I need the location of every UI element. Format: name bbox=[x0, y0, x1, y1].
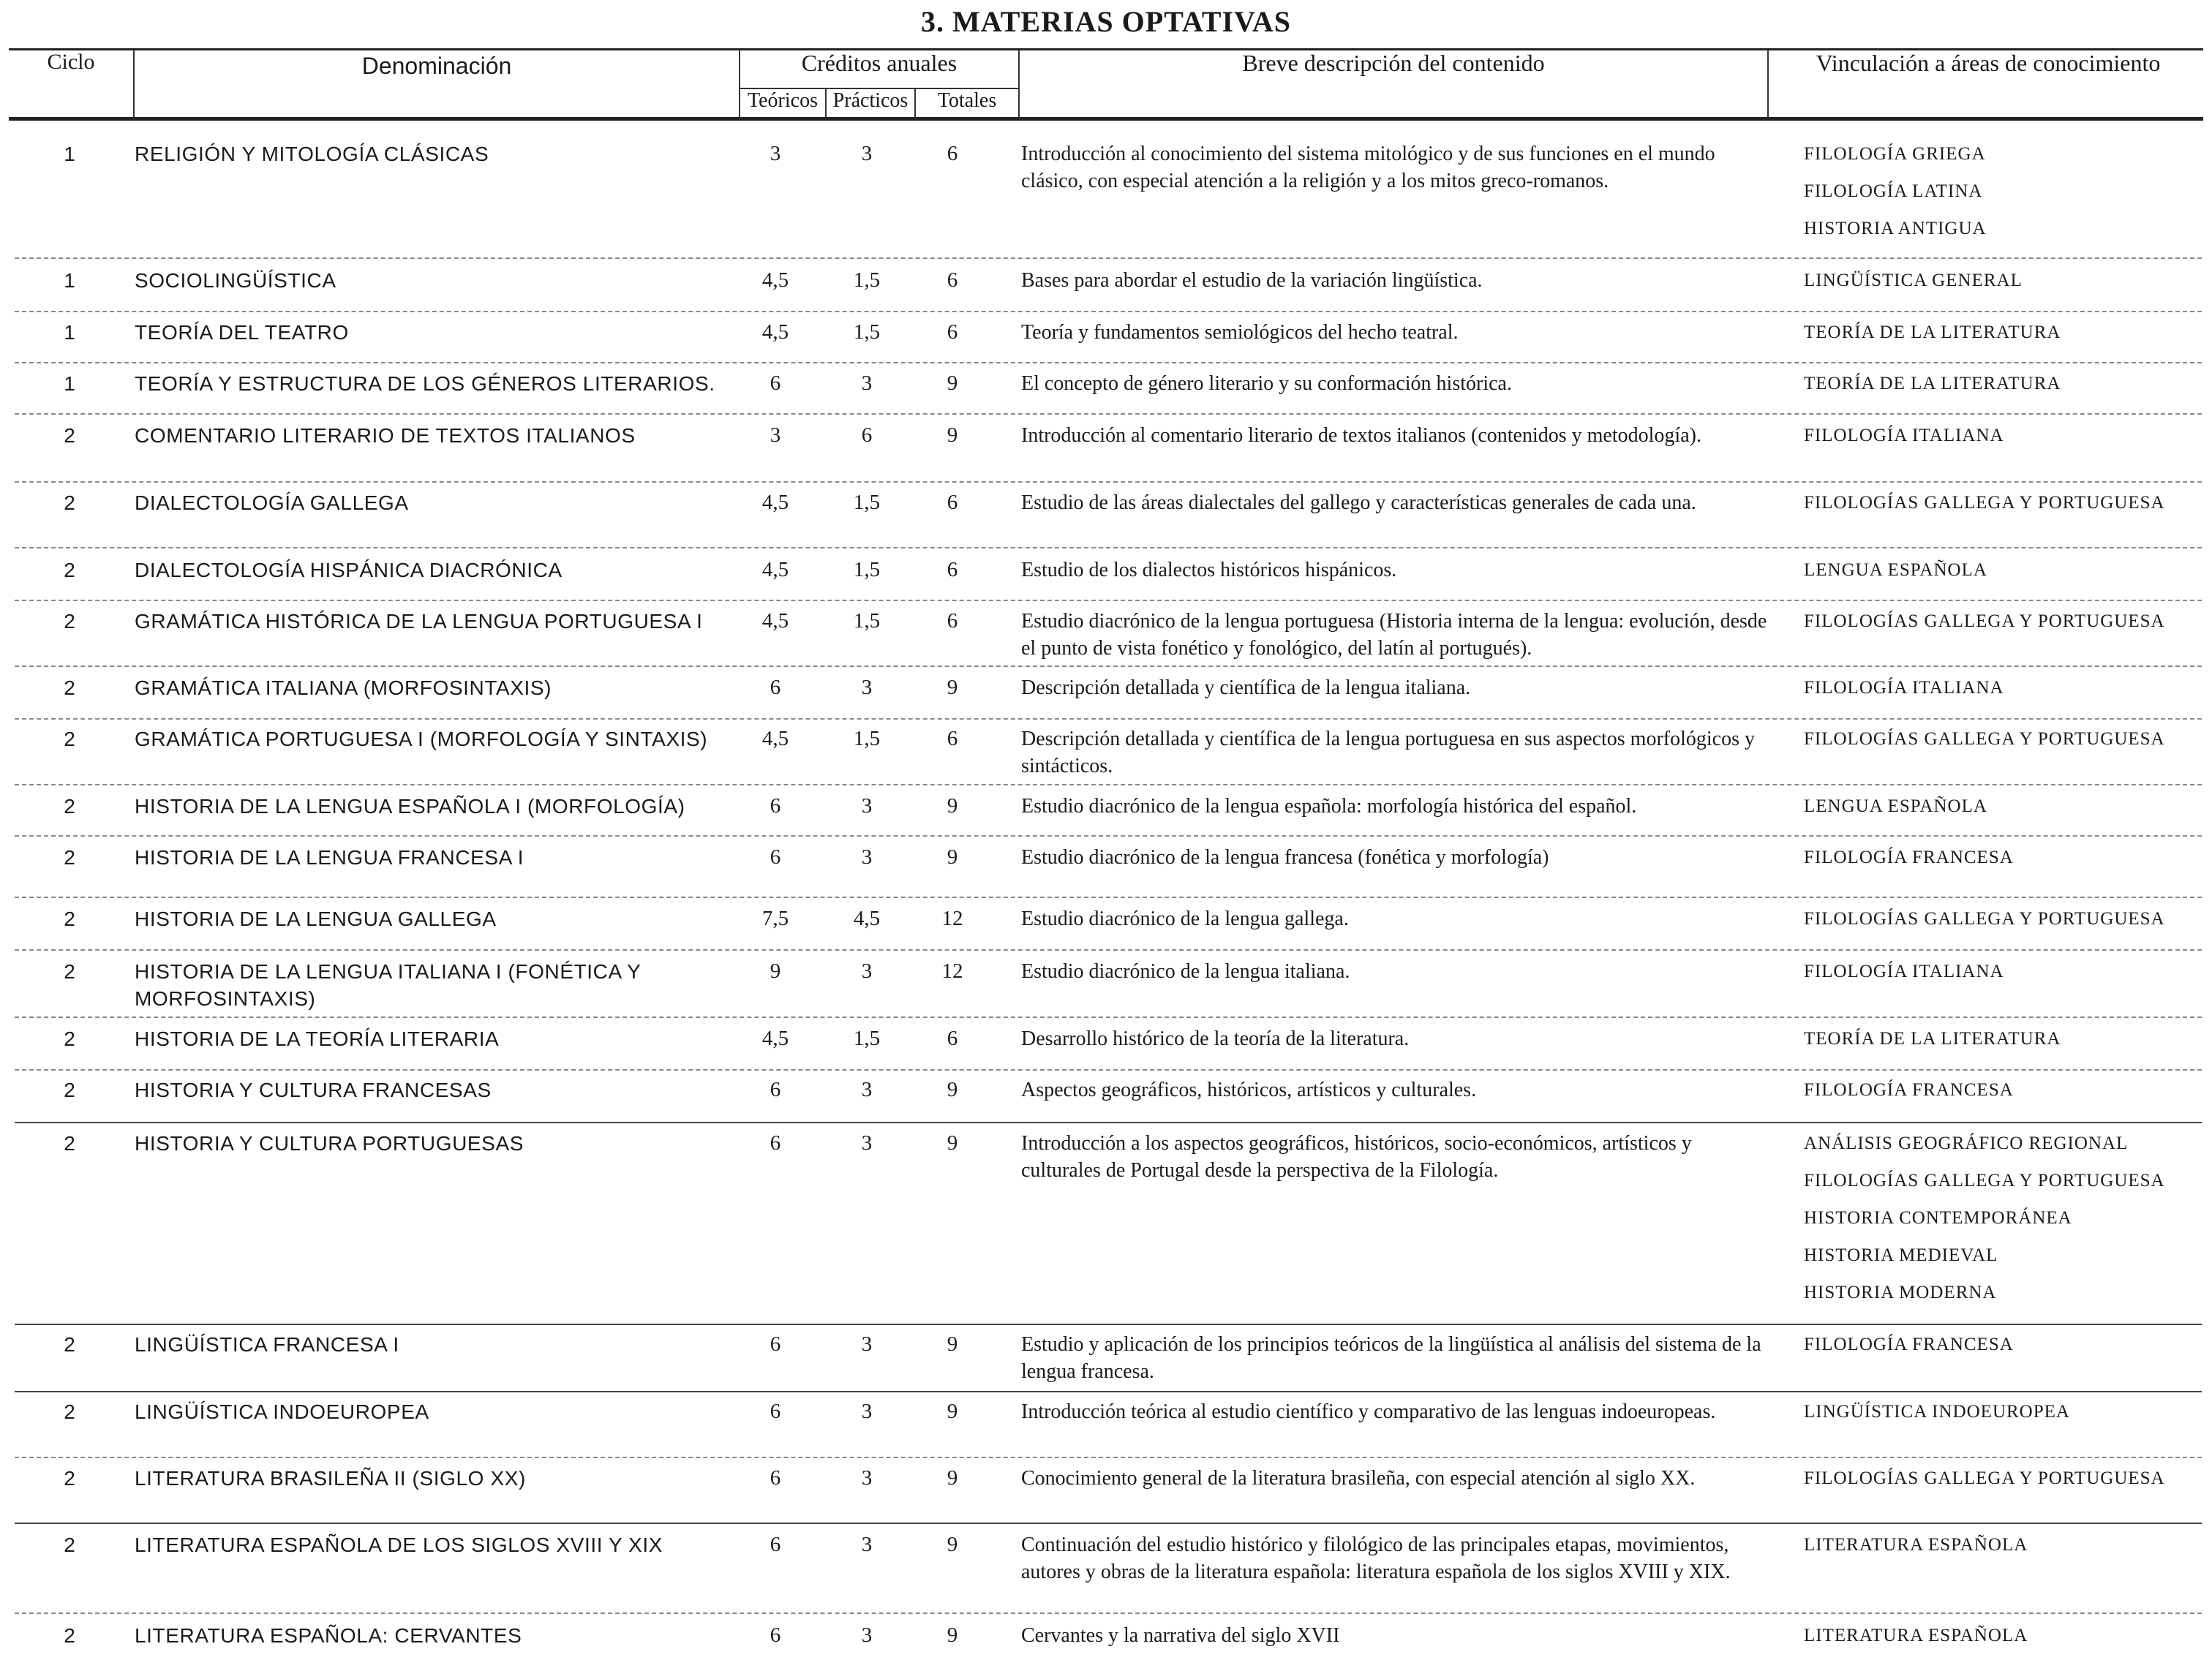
row-teoricos: 4,5 bbox=[761, 727, 789, 750]
row-practicos: 3 bbox=[861, 1466, 873, 1490]
area-item: ANÁLISIS GEOGRÁFICO REGIONAL bbox=[1804, 1134, 2129, 1153]
area-item: FILOLOGÍAS GALLEGA Y PORTUGUESA bbox=[1804, 1171, 2165, 1191]
row-descripcion: Estudio de las áreas dialectales del gallego y características generales de cada una. bbox=[1021, 491, 1696, 514]
row-ciclo: 2 bbox=[64, 610, 75, 633]
row-descripcion: Estudio diacrónico de la lengua francesa (fonética y morfología) bbox=[1021, 846, 1549, 869]
row-descripcion: Estudio diacrónico de la lengua gallega. bbox=[1021, 908, 1349, 930]
area-item: LINGÜÍSTICA INDOEUROPEA bbox=[1804, 1402, 2070, 1422]
area-item: FILOLOGÍAS GALLEGA Y PORTUGUESA bbox=[1804, 1468, 2165, 1488]
row-divider bbox=[15, 1523, 2202, 1524]
row-totales: 6 bbox=[947, 1027, 958, 1050]
row-ciclo: 2 bbox=[64, 728, 75, 750]
header-vinculacion: Vinculación a áreas de conocimiento bbox=[1816, 50, 2161, 76]
header-descripcion: Breve descripción del contenido bbox=[1242, 50, 1545, 76]
row-divider bbox=[15, 949, 2202, 951]
row-areas bbox=[1804, 905, 2199, 943]
row-descripcion: Conocimiento general de la literatura brasileña, con especial atención al siglo XX. bbox=[1021, 1467, 1696, 1490]
row-practicos: 1,5 bbox=[853, 558, 881, 581]
row-teoricos: 6 bbox=[770, 1131, 781, 1155]
area-item: FILOLOGÍAS GALLEGA Y PORTUGUESA bbox=[1804, 729, 2165, 749]
row-totales: 6 bbox=[947, 609, 958, 633]
row-teoricos: 6 bbox=[770, 1623, 781, 1647]
row-ciclo: 2 bbox=[64, 908, 75, 930]
row-divider bbox=[15, 362, 2202, 363]
row-practicos: 3 bbox=[861, 959, 873, 983]
row-totales: 9 bbox=[947, 1400, 958, 1423]
row-practicos: 3 bbox=[861, 1078, 873, 1101]
row-denominacion: HISTORIA DE LA LENGUA ITALIANA I (FONÉTICA Y MORFOSINTAXIS) bbox=[135, 960, 641, 1010]
row-ciclo: 2 bbox=[64, 795, 75, 818]
row-teoricos: 6 bbox=[770, 1533, 781, 1556]
row-teoricos: 3 bbox=[770, 142, 781, 165]
row-practicos: 3 bbox=[861, 1131, 873, 1155]
row-teoricos: 6 bbox=[770, 1400, 781, 1423]
row-practicos: 1,5 bbox=[853, 491, 881, 514]
row-divider bbox=[15, 1612, 2202, 1614]
row-totales: 9 bbox=[947, 423, 958, 447]
row-denominacion: LINGÜÍSTICA FRANCESA I bbox=[135, 1333, 399, 1356]
row-denominacion: HISTORIA DE LA LENGUA FRANCESA I bbox=[135, 846, 524, 869]
row-divider bbox=[15, 547, 2202, 548]
row-teoricos: 6 bbox=[770, 1078, 781, 1101]
row-areas bbox=[1804, 422, 2199, 459]
row-denominacion: HISTORIA DE LA LENGUA GALLEGA bbox=[135, 908, 497, 930]
row-totales: 6 bbox=[947, 727, 958, 750]
row-denominacion: SOCIOLINGÜÍSTICA bbox=[135, 269, 336, 292]
row-ciclo: 2 bbox=[64, 1534, 75, 1556]
header-bottom-rule bbox=[9, 117, 2203, 121]
area-item: HISTORIA ANTIGUA bbox=[1804, 219, 1987, 238]
row-practicos: 1,5 bbox=[853, 609, 881, 633]
row-areas bbox=[1804, 793, 2199, 830]
area-item: FILOLOGÍAS GALLEGA Y PORTUGUESA bbox=[1804, 611, 2165, 631]
row-teoricos: 3 bbox=[770, 423, 781, 447]
row-teoricos: 4,5 bbox=[761, 1027, 789, 1050]
row-denominacion: COMENTARIO LITERARIO DE TEXTOS ITALIANOS bbox=[135, 424, 636, 447]
header-practicos: Prácticos bbox=[832, 89, 908, 112]
page-title: 3. MATERIAS OPTATIVAS bbox=[921, 5, 1291, 38]
row-divider bbox=[15, 1324, 2202, 1325]
row-divider bbox=[15, 897, 2202, 898]
row-totales: 9 bbox=[947, 845, 958, 869]
row-teoricos: 4,5 bbox=[761, 609, 789, 633]
row-practicos: 1,5 bbox=[853, 727, 881, 750]
row-divider bbox=[15, 1122, 2202, 1123]
row-denominacion: HISTORIA DE LA TEORÍA LITERARIA bbox=[135, 1027, 500, 1050]
row-denominacion: LITERATURA ESPAÑOLA DE LOS SIGLOS XVIII Y XIX bbox=[135, 1534, 663, 1556]
row-denominacion: TEORÍA DEL TEATRO bbox=[135, 321, 349, 344]
row-denominacion: GRAMÁTICA HISTÓRICA DE LA LENGUA PORTUGUESA I bbox=[135, 610, 703, 633]
row-descripcion: Estudio y aplicación de los principios teóricos de la lingüística al análisis del sistema de la lengua francesa. bbox=[1021, 1333, 1761, 1383]
row-descripcion: Introducción a los aspectos geográficos, históricos, socio-económicos, artísticos y culturales de Portugal desde la perspectiva de la Filología. bbox=[1021, 1132, 1692, 1182]
area-item: LENGUA ESPAÑOLA bbox=[1804, 560, 1987, 580]
row-practicos: 1,5 bbox=[853, 1027, 881, 1050]
row-areas bbox=[1804, 674, 2199, 712]
row-practicos: 3 bbox=[861, 142, 873, 165]
row-denominacion: LITERATURA BRASILEÑA II (SIGLO XX) bbox=[135, 1467, 526, 1490]
row-denominacion: GRAMÁTICA PORTUGUESA I (MORFOLOGÍA Y SINTAXIS) bbox=[135, 728, 708, 750]
row-divider bbox=[15, 1016, 2202, 1018]
row-areas bbox=[1804, 1076, 2199, 1114]
area-item: FILOLOGÍA FRANCESA bbox=[1804, 848, 2014, 867]
row-areas bbox=[1804, 140, 2199, 252]
row-divider bbox=[15, 718, 2202, 720]
row-denominacion: RELIGIÓN Y MITOLOGÍA CLÁSICAS bbox=[135, 143, 489, 165]
area-item: FILOLOGÍA GRIEGA bbox=[1804, 144, 1986, 164]
row-totales: 9 bbox=[947, 676, 958, 699]
row-totales: 12 bbox=[941, 907, 963, 930]
row-divider bbox=[15, 481, 2202, 483]
row-divider bbox=[15, 835, 2202, 837]
row-practicos: 4,5 bbox=[853, 907, 881, 930]
row-descripcion: Estudio diacrónico de la lengua portuguesa (Historia interna de la lengua: evolución, desde el punto de vista fonético y fonológico, del latín al portugués). bbox=[1021, 610, 1767, 660]
row-areas bbox=[1804, 267, 2199, 304]
area-item: FILOLOGÍA ITALIANA bbox=[1804, 678, 2004, 698]
row-divider bbox=[15, 1457, 2202, 1458]
row-practicos: 3 bbox=[861, 1332, 873, 1356]
row-descripcion: Estudio diacrónico de la lengua española: morfología histórica del español. bbox=[1021, 795, 1637, 818]
area-item: FILOLOGÍA FRANCESA bbox=[1804, 1335, 2014, 1354]
row-areas bbox=[1804, 844, 2199, 881]
area-item: FILOLOGÍA ITALIANA bbox=[1804, 426, 2004, 445]
row-totales: 6 bbox=[947, 268, 958, 292]
row-denominacion: GRAMÁTICA ITALIANA (MORFOSINTAXIS) bbox=[135, 676, 552, 699]
row-teoricos: 4,5 bbox=[761, 268, 789, 292]
row-descripcion: Introducción al comentario literario de textos italianos (contenidos y metodología). bbox=[1021, 424, 1701, 447]
area-item: LINGÜÍSTICA GENERAL bbox=[1804, 271, 2023, 290]
row-areas bbox=[1804, 319, 2199, 356]
row-totales: 9 bbox=[947, 1623, 958, 1647]
row-teoricos: 6 bbox=[770, 845, 781, 869]
row-descripcion: Introducción al conocimiento del sistema mitológico y de sus funciones en el mundo clásico, con especial atención a la religión y a los mitos greco-romanos. bbox=[1021, 143, 1715, 192]
row-teoricos: 6 bbox=[770, 1466, 781, 1490]
row-teoricos: 6 bbox=[770, 676, 781, 699]
row-ciclo: 2 bbox=[64, 1467, 75, 1490]
row-ciclo: 1 bbox=[64, 269, 75, 292]
row-ciclo: 2 bbox=[64, 559, 75, 581]
row-practicos: 3 bbox=[861, 794, 873, 818]
row-areas bbox=[1804, 370, 2199, 407]
row-ciclo: 2 bbox=[64, 1027, 75, 1050]
row-totales: 9 bbox=[947, 371, 958, 395]
row-descripcion: Teoría y fundamentos semiológicos del hecho teatral. bbox=[1021, 321, 1459, 344]
row-denominacion: HISTORIA Y CULTURA FRANCESAS bbox=[135, 1079, 492, 1101]
row-areas bbox=[1804, 608, 2199, 645]
area-item: FILOLOGÍA FRANCESA bbox=[1804, 1080, 2014, 1100]
row-ciclo: 2 bbox=[64, 1333, 75, 1356]
row-totales: 9 bbox=[947, 1131, 958, 1155]
row-teoricos: 4,5 bbox=[761, 491, 789, 514]
area-item: FILOLOGÍA LATINA bbox=[1804, 181, 1983, 201]
row-divider bbox=[15, 1391, 2202, 1392]
row-denominacion: DIALECTOLOGÍA HISPÁNICA DIACRÓNICA bbox=[135, 559, 563, 581]
row-descripcion: Estudio diacrónico de la lengua italiana. bbox=[1021, 960, 1350, 983]
row-practicos: 3 bbox=[861, 845, 873, 869]
row-totales: 6 bbox=[947, 491, 958, 514]
header-teoricos: Teóricos bbox=[747, 89, 818, 112]
row-practicos: 3 bbox=[861, 1623, 873, 1647]
row-teoricos: 6 bbox=[770, 794, 781, 818]
row-ciclo: 1 bbox=[64, 321, 75, 344]
row-practicos: 1,5 bbox=[853, 268, 881, 292]
row-ciclo: 2 bbox=[64, 1400, 75, 1423]
row-divider bbox=[15, 600, 2202, 601]
area-item: FILOLOGÍA ITALIANA bbox=[1804, 962, 2004, 981]
row-denominacion: HISTORIA Y CULTURA PORTUGUESAS bbox=[135, 1132, 524, 1155]
row-areas bbox=[1804, 725, 2199, 763]
area-item: FILOLOGÍAS GALLEGA Y PORTUGUESA bbox=[1804, 909, 2165, 929]
row-descripcion: Aspectos geográficos, históricos, artísticos y culturales. bbox=[1021, 1079, 1477, 1101]
row-descripcion: Continuación del estudio histórico y filológico de las principales etapas, movimientos, autores y obras de la literatura española: literatura española de los siglos XVIII y XIX. bbox=[1021, 1534, 1731, 1583]
area-item: FILOLOGÍAS GALLEGA Y PORTUGUESA bbox=[1804, 493, 2165, 513]
row-divider bbox=[15, 311, 2202, 312]
row-areas bbox=[1804, 1331, 2199, 1368]
row-areas bbox=[1804, 1465, 2199, 1502]
row-divider bbox=[15, 665, 2202, 667]
row-descripcion: El concepto de género literario y su conformación histórica. bbox=[1021, 372, 1512, 395]
row-descripcion: Bases para abordar el estudio de la variación lingüística. bbox=[1021, 269, 1483, 292]
row-practicos: 3 bbox=[861, 1533, 873, 1556]
row-teoricos: 4,5 bbox=[761, 320, 789, 344]
area-item: LITERATURA ESPAÑOLA bbox=[1804, 1535, 2028, 1555]
row-practicos: 3 bbox=[861, 371, 873, 395]
row-totales: 9 bbox=[947, 1078, 958, 1101]
row-teoricos: 6 bbox=[770, 371, 781, 395]
row-ciclo: 2 bbox=[64, 676, 75, 699]
header-denominacion: Denominación bbox=[361, 53, 512, 79]
row-divider bbox=[15, 257, 2202, 259]
row-ciclo: 2 bbox=[64, 1624, 75, 1647]
row-totales: 12 bbox=[941, 959, 963, 983]
area-item: TEORÍA DE LA LITERATURA bbox=[1804, 1029, 2061, 1049]
row-denominacion: LITERATURA ESPAÑOLA: CERVANTES bbox=[135, 1624, 522, 1647]
row-descripcion: Desarrollo histórico de la teoría de la literatura. bbox=[1021, 1027, 1410, 1050]
row-totales: 9 bbox=[947, 1332, 958, 1356]
row-areas bbox=[1804, 1130, 2199, 1316]
row-divider bbox=[15, 1069, 2202, 1071]
row-practicos: 6 bbox=[861, 423, 873, 447]
row-totales: 9 bbox=[947, 1533, 958, 1556]
area-item: TEORÍA DE LA LITERATURA bbox=[1804, 322, 2061, 342]
row-teoricos: 9 bbox=[770, 959, 781, 983]
header-totales: Totales bbox=[937, 89, 997, 112]
row-descripcion: Introducción teórica al estudio científico y comparativo de las lenguas indoeuropeas. bbox=[1021, 1400, 1716, 1423]
row-teoricos: 6 bbox=[770, 1332, 781, 1356]
row-ciclo: 1 bbox=[64, 372, 75, 395]
area-item: HISTORIA CONTEMPORÁNEA bbox=[1804, 1208, 2072, 1228]
row-teoricos: 7,5 bbox=[761, 907, 789, 930]
row-totales: 6 bbox=[947, 558, 958, 581]
row-ciclo: 2 bbox=[64, 491, 75, 514]
row-totales: 6 bbox=[947, 142, 958, 165]
area-item: HISTORIA MODERNA bbox=[1804, 1283, 1997, 1302]
area-item: HISTORIA MEDIEVAL bbox=[1804, 1245, 1998, 1265]
area-item: LENGUA ESPAÑOLA bbox=[1804, 796, 1987, 816]
row-denominacion: LINGÜÍSTICA INDOEUROPEA bbox=[135, 1400, 429, 1423]
row-ciclo: 2 bbox=[64, 424, 75, 447]
row-areas bbox=[1804, 489, 2199, 527]
row-practicos: 3 bbox=[861, 1400, 873, 1423]
row-ciclo: 2 bbox=[64, 960, 75, 983]
row-areas bbox=[1804, 557, 2199, 594]
row-areas bbox=[1804, 958, 2199, 995]
row-totales: 9 bbox=[947, 1466, 958, 1490]
row-descripcion: Cervantes y la narrativa del siglo XVII bbox=[1021, 1624, 1340, 1647]
row-descripcion: Descripción detallada y científica de la lengua portuguesa en sus aspectos morfológicos y sintácticos. bbox=[1021, 728, 1755, 777]
row-ciclo: 1 bbox=[64, 143, 75, 165]
row-denominacion: HISTORIA DE LA LENGUA ESPAÑOLA I (MORFOLOGÍA) bbox=[135, 795, 685, 818]
row-totales: 9 bbox=[947, 794, 958, 818]
row-areas bbox=[1804, 1622, 2199, 1659]
row-areas bbox=[1804, 1531, 2199, 1569]
row-denominacion: DIALECTOLOGÍA GALLEGA bbox=[135, 491, 409, 514]
row-ciclo: 2 bbox=[64, 846, 75, 869]
row-areas bbox=[1804, 1025, 2199, 1063]
row-ciclo: 2 bbox=[64, 1132, 75, 1155]
area-item: LITERATURA ESPAÑOLA bbox=[1804, 1626, 2028, 1645]
row-totales: 6 bbox=[947, 320, 958, 344]
row-ciclo: 2 bbox=[64, 1079, 75, 1101]
row-descripcion: Descripción detallada y científica de la lengua italiana. bbox=[1021, 676, 1471, 699]
row-divider bbox=[15, 413, 2202, 415]
header-creditos: Créditos anuales bbox=[801, 50, 958, 76]
row-practicos: 3 bbox=[861, 676, 873, 699]
row-divider bbox=[15, 784, 2202, 785]
row-teoricos: 4,5 bbox=[761, 558, 789, 581]
area-item: TEORÍA DE LA LITERATURA bbox=[1804, 374, 2061, 393]
row-denominacion: TEORÍA Y ESTRUCTURA DE LOS GÉNEROS LITERARIOS. bbox=[135, 372, 715, 395]
row-descripcion: Estudio de los dialectos históricos hispánicos. bbox=[1021, 559, 1397, 581]
header-ciclo: Ciclo bbox=[47, 50, 95, 74]
row-areas bbox=[1804, 1398, 2199, 1436]
row-practicos: 1,5 bbox=[853, 320, 881, 344]
